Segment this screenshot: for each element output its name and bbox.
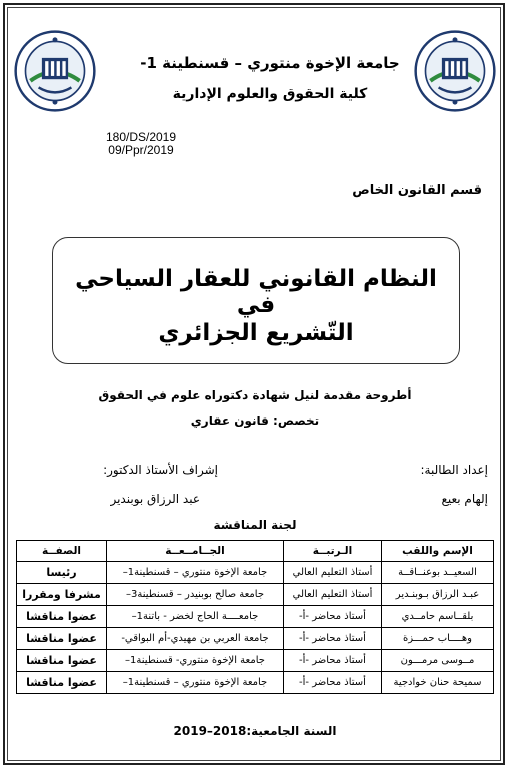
supervisor-name: عبد الرزاق بوبندير <box>110 492 200 506</box>
university-logo-right <box>414 30 496 112</box>
prepared-by-label: إعداد الطالبة: <box>420 463 488 477</box>
member-university: جامعة الإخوة منتوري – قسنطينة1– <box>107 672 284 694</box>
jury-table <box>16 540 494 694</box>
member-role: عضوا مناقشا <box>17 606 107 628</box>
header-role: الصفــة <box>17 541 107 562</box>
faculty-name: كلية الحقوق والعلوم الإدارية <box>172 86 368 102</box>
member-name: وهــــاب حمـــزة <box>382 628 494 650</box>
member-university: جامعة الإخوة منتوري – قسنطينة1– <box>107 562 284 584</box>
member-role: عضوا مناقشا <box>17 628 107 650</box>
table-row <box>17 650 494 672</box>
supervisor-label: إشراف الأستاذ الدكتور: <box>103 463 218 477</box>
table-row <box>17 606 494 628</box>
member-role: مشرفا ومقررا <box>17 584 107 606</box>
header-university: الجــامــعــة <box>107 541 284 562</box>
reference-code: 09/Ppr/2019 <box>108 143 174 157</box>
header-name: الإسم واللقب <box>382 541 494 562</box>
member-university: جامعة العربي بن مهيدي-أم البواقي- <box>107 628 284 650</box>
academic-year: السنة الجامعية:2018–2019 <box>173 724 337 738</box>
member-name: عبـد الرزاق بـوبنـدير <box>382 584 494 606</box>
member-university: جامعــــة الحاج لخضر - باتنة1– <box>107 606 284 628</box>
member-role: رئيسا <box>17 562 107 584</box>
member-name: مــوسى مرمـــون <box>382 650 494 672</box>
thesis-description: أطروحة مقدمة لنيل شهادة دكتوراه علوم في الحقوق <box>98 388 412 402</box>
reference-number: 180/DS/2019 <box>105 130 177 144</box>
table-row <box>17 584 494 606</box>
member-rank: أستاذ التعليم العالي <box>284 584 382 606</box>
member-rank: أستاذ محاضر -أ- <box>284 650 382 672</box>
thesis-title-line2: التّشريع الجزائري <box>158 320 354 346</box>
thesis-title-line1: النظام القانوني للعقار السياحي في <box>75 266 437 318</box>
member-name: بلقــاسم حامــدي <box>382 606 494 628</box>
header-rank: الـرتبــة <box>284 541 382 562</box>
member-name: سميحة حنان خوادجية <box>382 672 494 694</box>
student-name: إلهام بعيع <box>441 492 488 506</box>
member-role: عضوا مناقشا <box>17 672 107 694</box>
table-row <box>17 628 494 650</box>
member-rank: أستاذ محاضر -أ- <box>284 672 382 694</box>
university-name: جامعة الإخوة منتوري – قسنطينة 1- <box>140 54 400 72</box>
table-row <box>17 672 494 694</box>
member-role: عضوا مناقشا <box>17 650 107 672</box>
member-rank: أستاذ محاضر -أ- <box>284 628 382 650</box>
member-rank: أستاذ التعليم العالي <box>284 562 382 584</box>
member-university: جامعة الإخوة منتوري- قسنطينة1– <box>107 650 284 672</box>
member-name: السعيــد بوعنــاقــة <box>382 562 494 584</box>
table-row <box>17 562 494 584</box>
jury-title: لجنة المناقشة <box>213 518 297 532</box>
member-university: جامعة صالح بوبنيدر – قسنطينة3– <box>107 584 284 606</box>
university-logo-left <box>14 30 96 112</box>
department-name: قسم القانون الخاص <box>352 183 482 198</box>
member-rank: أستاذ محاضر -أ- <box>284 606 382 628</box>
jury-table-header-row <box>17 541 494 562</box>
specialty: تخصص: قانون عقاري <box>190 414 320 428</box>
